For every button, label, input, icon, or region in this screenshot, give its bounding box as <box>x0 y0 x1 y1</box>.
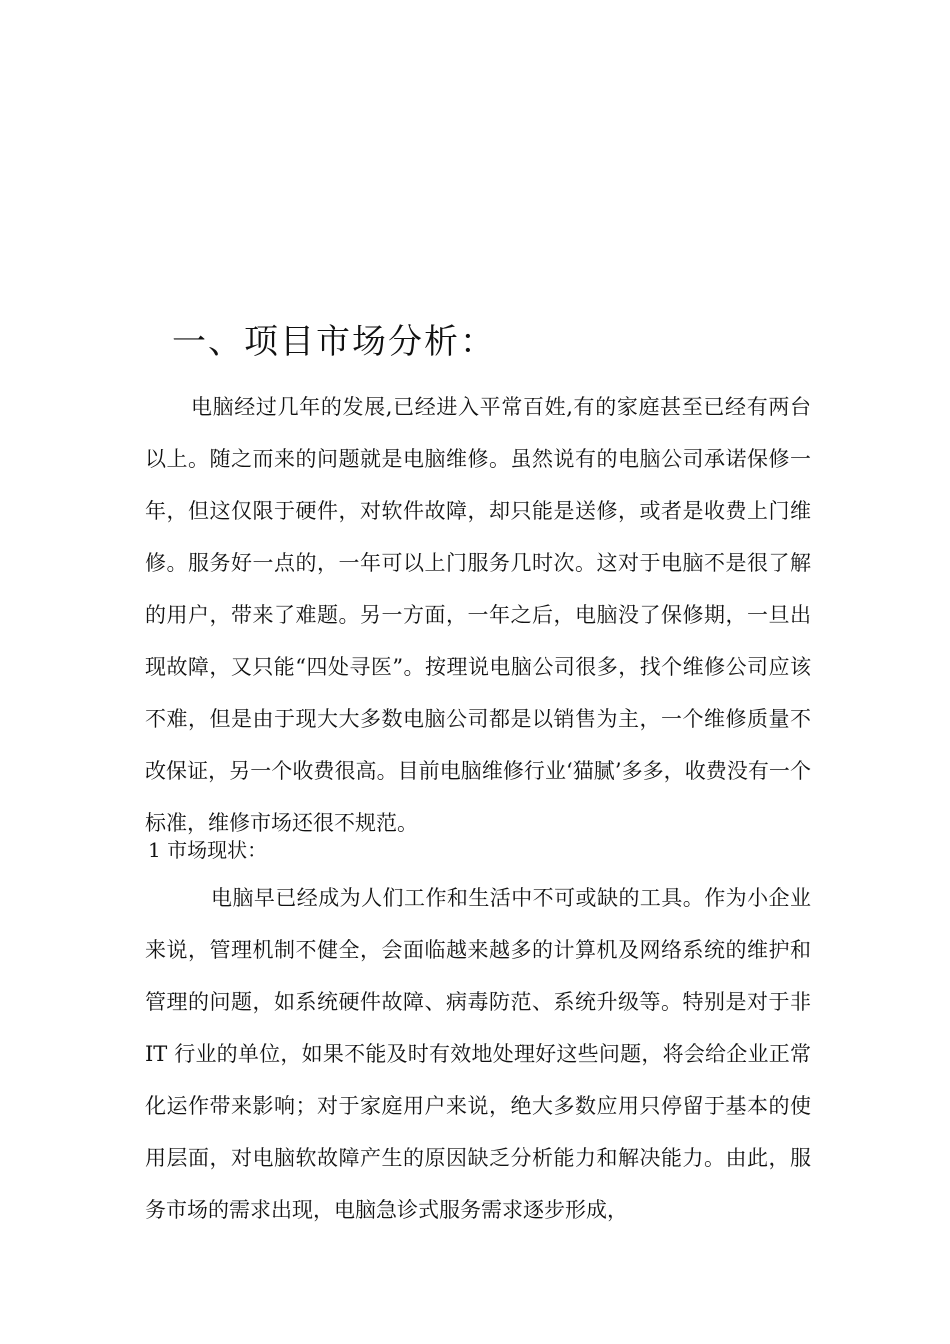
section-heading: 一、项目市场分析： <box>172 322 496 362</box>
paragraph-market-status: 电脑早已经成为人们工作和生活中不可或缺的工具。作为小企业来说，管理机制不健全，会面临越来越多的计算机及网络系统的维护和管理的问题，如系统硬件故障、病毒防范、系统升级等。特别是对于非 IT 行业的单位，如果不能及时有效地处理好这些问题，将会给企业正常化运作带来影响；对于家庭用户来说，绝大多数应用只停留于基本的使用层面，对电脑软故障产生的原因缺乏分析能力和解决能力。由此，服务市场的需求出现，电脑急诊式服务需求逐步形成， <box>145 886 811 1222</box>
subsection-heading: 1 市场现状： <box>148 838 268 862</box>
paragraph-market-intro: 电脑经过几年的发展,已经进入平常百姓,有的家庭甚至已经有两台以上。随之而来的问题就是电脑维修。虽然说有的电脑公司承诺保修一年，但这仅限于硬件，对软件故障，却只能是送修，或者是收费上门维修。服务好一点的，一年可以上门服务几时次。这对于电脑不是很了解的用户，带来了难题。另一方面，一年之后，电脑没了保修期，一旦出现故障，又只能“四处寻医”。按理说电脑公司很多，找个维修公司应该不难，但是由于现大大多数电脑公司都是以销售为主，一个维修质量不改保证，另一个收费很高。目前电脑维修行业‘猫腻’多多，收费没有一个标准，维修市场还很不规范。 <box>145 395 811 835</box>
